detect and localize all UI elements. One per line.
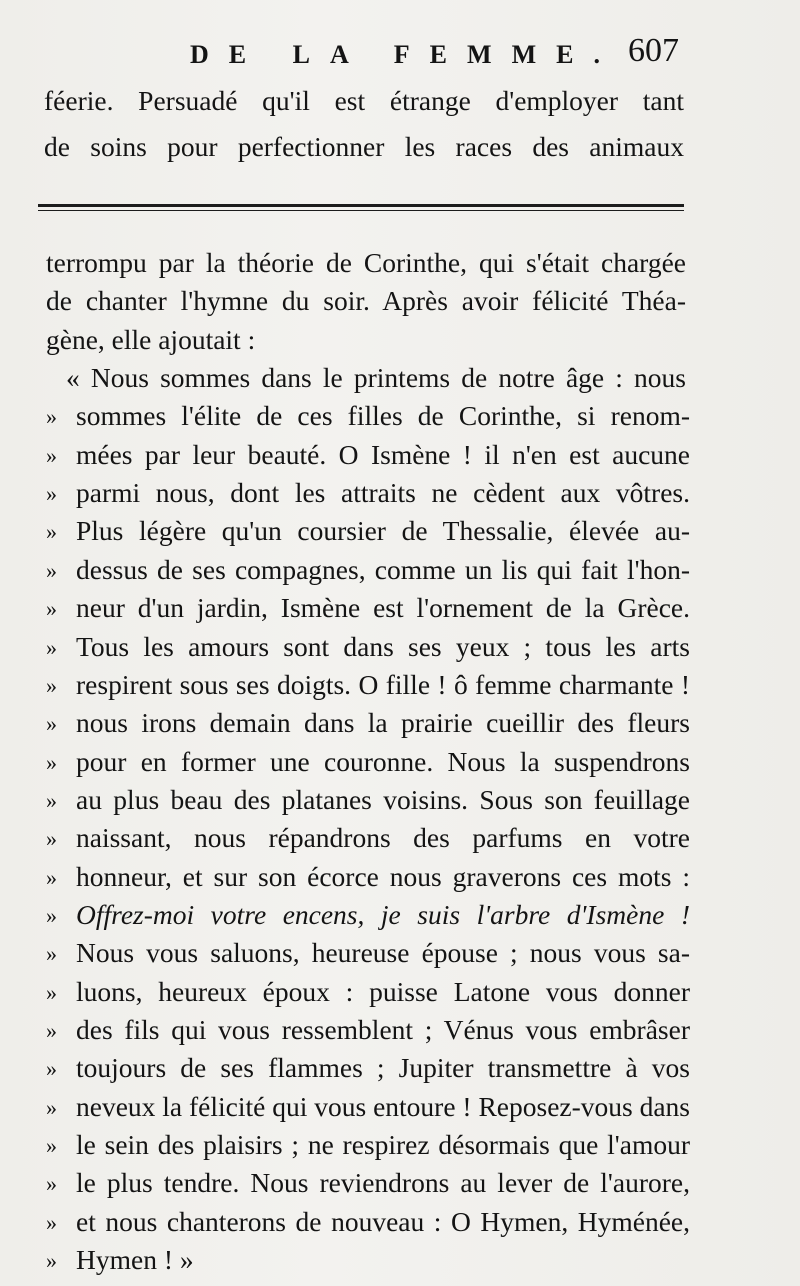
text-line-content: luons, heureux époux : puisse Latone vous donner bbox=[76, 975, 690, 1007]
quote-mark: » bbox=[46, 596, 57, 622]
quote-mark: » bbox=[46, 979, 57, 1005]
text-line-content: terrompu par la théorie de Corinthe, qui s'était chargée bbox=[46, 247, 686, 278]
section-divider bbox=[38, 204, 684, 211]
text-line-content: respirent sous ses doigts. O fille ! ô femme charmante ! bbox=[76, 668, 690, 700]
text-line-content: Hymen ! » bbox=[76, 1244, 194, 1276]
quote-mark: » bbox=[46, 1094, 57, 1120]
text-line-content: le plus tendre. Nous reviendrons au lever de l'aurore, bbox=[76, 1167, 690, 1199]
quote-mark: » bbox=[46, 1209, 57, 1235]
text-line-content: mées par leur beauté. O Ismène ! il n'en est aucune bbox=[76, 438, 690, 470]
text-line-content: de chanter l'hymne du soir. Après avoir félicité Théa- bbox=[46, 285, 686, 317]
text-line-content: Plus légère qu'un coursier de Thessalie, élevée au- bbox=[76, 515, 690, 547]
text-line-content: neveux la félicité qui vous entoure ! Reposez-vous dans bbox=[76, 1090, 690, 1122]
running-title: DE LA FEMME. bbox=[190, 40, 620, 69]
running-head bbox=[0, 26, 800, 76]
text-line-content: nous irons demain dans la prairie cueillir des fleurs bbox=[76, 707, 690, 739]
quote-mark: » bbox=[46, 672, 57, 698]
quote-mark: » bbox=[46, 749, 57, 775]
text-line-content: Nous vous saluons, heureuse épouse ; nous vous sa- bbox=[76, 937, 690, 969]
quote-mark: » bbox=[46, 519, 57, 545]
quote-mark: » bbox=[46, 1248, 57, 1274]
quote-mark: » bbox=[46, 902, 57, 928]
text-line-content: et nous chanterons de nouveau : O Hymen, Hyménée, bbox=[76, 1205, 690, 1237]
quote-mark: » bbox=[46, 634, 57, 660]
quote-mark: » bbox=[46, 1171, 57, 1197]
text-line-content: parmi nous, dont les attraits ne cèdent aux vôtres. bbox=[76, 477, 690, 509]
quote-mark: » bbox=[46, 1056, 57, 1082]
text-line-content: naissant, nous répandrons des parfums en votre bbox=[76, 822, 690, 854]
quote-mark: » bbox=[46, 442, 57, 468]
page-number: 607 bbox=[628, 32, 679, 69]
quote-mark: » bbox=[46, 404, 57, 430]
text-line-content: Offrez-moi votre encens, je suis l'arbre d'Ismène ! bbox=[76, 898, 690, 930]
text-line-content: sommes l'élite de ces filles de Corinthe, si renom- bbox=[76, 400, 690, 432]
quote-mark: » bbox=[46, 1133, 57, 1159]
text-line-content: pour en former une couronne. Nous la suspendrons bbox=[76, 745, 690, 777]
quote-mark: » bbox=[46, 826, 57, 852]
quote-mark: » bbox=[46, 787, 57, 813]
top-line-text: de soins pour perfectionner les races des animaux bbox=[44, 131, 684, 162]
text-line-content: au plus beau des platanes voisins. Sous son feuillage bbox=[76, 783, 690, 815]
quote-mark: » bbox=[46, 711, 57, 737]
text-line-content: gène, elle ajoutait : bbox=[46, 323, 256, 355]
quote-mark: » bbox=[46, 941, 57, 967]
quote-mark: » bbox=[46, 557, 57, 583]
text-line-content: toujours de ses flammes ; Jupiter transmettre à vos bbox=[76, 1052, 690, 1084]
text-line-content: le sein des plaisirs ; ne respirez désormais que l'amour bbox=[76, 1129, 690, 1161]
text-line-content: des fils qui vous ressemblent ; Vénus vous embrâser bbox=[76, 1014, 690, 1045]
text-line-content: neur d'un jardin, Ismène est l'ornement de la Grèce. bbox=[76, 592, 690, 624]
quote-mark: » bbox=[46, 1018, 57, 1043]
text-line-content: « Nous sommes dans le printems de notre âge : nous bbox=[66, 362, 686, 394]
quote-mark: » bbox=[46, 864, 57, 890]
text-line-content: honneur, et sur son écorce nous graverons ces mots : bbox=[76, 860, 690, 892]
text-line-content: Tous les amours sont dans ses yeux ; tous les arts bbox=[76, 630, 690, 662]
top-line-text: féerie. Persuadé qu'il est étrange d'employer tant bbox=[44, 85, 684, 116]
quote-mark: » bbox=[46, 481, 57, 507]
text-line-content: dessus de ses compagnes, comme un lis qui fait l'hon- bbox=[76, 553, 690, 585]
